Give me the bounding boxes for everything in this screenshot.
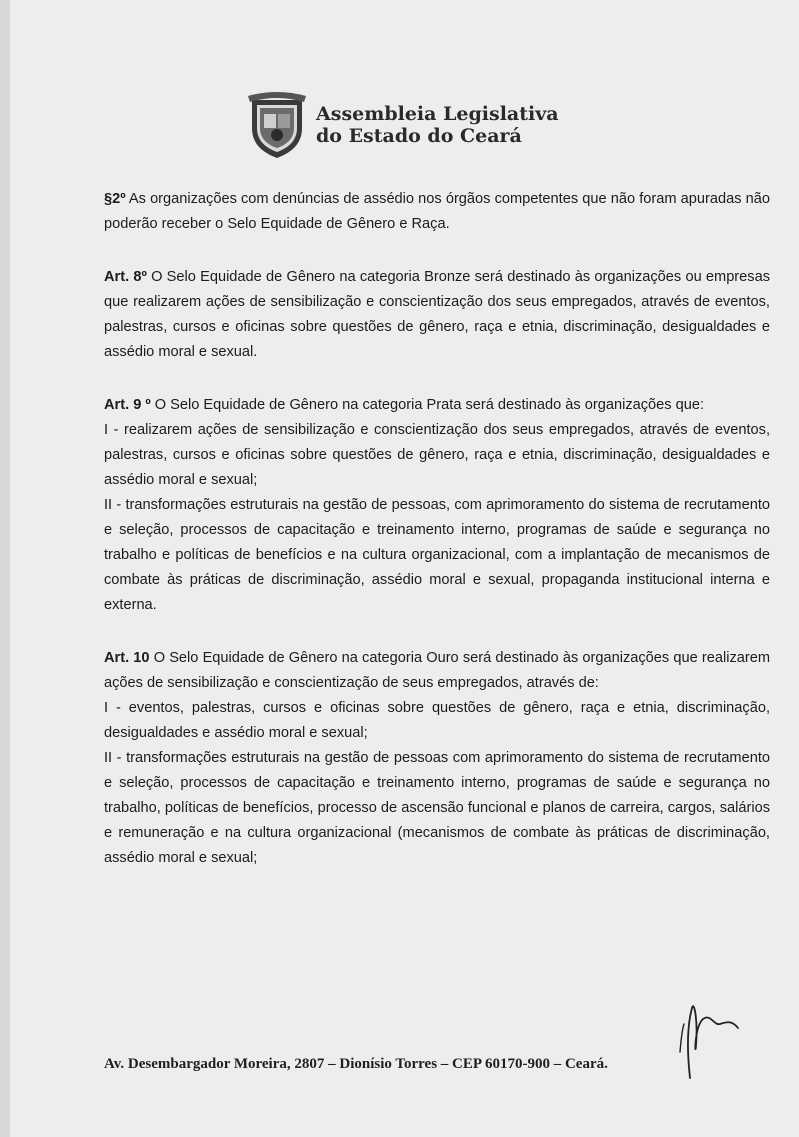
paragraph-text: As organizações com denúncias de assédio nos órgãos competentes que não foram apuradas não poderão receber o Selo Equidade de Gênero e Raça.: [104, 191, 770, 232]
paragraph-label: §2º: [104, 191, 126, 207]
handwritten-signature: [668, 990, 748, 1080]
article-item: II - transformações estruturais na gestão de pessoas com aprimoramento do sistema de recrutamento e seleção, processos de capacitação e treinamento interno, programas de saúde e segurança no trabalho, políticas de benefícios, processo de ascensão funcional e planos de carreira, cargos, salários e remuneração e na cultura organizacional (mecanismos de combate às práticas de discriminação, assédio moral e sexual;: [104, 750, 770, 866]
legislature-name-line2: do Estado do Ceará: [316, 125, 522, 147]
article-label: Art. 10: [104, 650, 150, 666]
article-text: O Selo Equidade de Gênero na categoria Bronze será destinado às organizações ou empresas que realizarem ações de sensibilização e conscientização dos seus empregados, através de eventos, palestras, cursos e oficinas sobre questões de gênero, raça e etnia, discriminação, desigualdades e assédio moral e sexual.: [104, 269, 770, 360]
state-seal-icon: [246, 90, 308, 160]
article-8: [104, 265, 770, 365]
document-body: [104, 187, 770, 899]
paragraph-2: [104, 187, 770, 237]
article-text: O Selo Equidade de Gênero na categoria Prata será destinado às organizações que:: [150, 397, 705, 413]
article-label: Art. 9 º: [104, 397, 151, 413]
article-item: I - eventos, palestras, cursos e oficinas sobre questões de gênero, raça e etnia, discriminação, desigualdades e assédio moral e sexual;: [104, 700, 770, 741]
article-9: [104, 393, 770, 618]
footer-address: Av. Desembargador Moreira, 2807 – Dionísio Torres – CEP 60170-900 – Ceará.: [104, 1056, 608, 1072]
legislature-name-line1: Assembleia Legislativa: [316, 103, 559, 125]
article-item: I - realizarem ações de sensibilização e conscientização dos seus empregados, através de eventos, palestras, cursos e oficinas sobre questões de gênero, raça e etnia, discriminação, desigualdades e assédio moral e sexual;: [104, 422, 770, 488]
article-item: II - transformações estruturais na gestão de pessoas, com aprimoramento do sistema de recrutamento e seleção, processos de capacitação e treinamento interno, programas de saúde e segurança no trabalho e políticas de benefícios e na cultura organizacional, com a implantação de mecanismos de combate às práticas de discriminação, assédio moral e sexual, propaganda institucional interna e externa.: [104, 497, 770, 613]
letterhead: [246, 90, 559, 160]
article-text: O Selo Equidade de Gênero na categoria Ouro será destinado às organizações que realizarem ações de sensibilização e conscientização de seus empregados, através de:: [104, 650, 770, 691]
article-label: Art. 8º: [104, 269, 147, 285]
legislature-name: [316, 103, 559, 147]
article-10: [104, 646, 770, 871]
